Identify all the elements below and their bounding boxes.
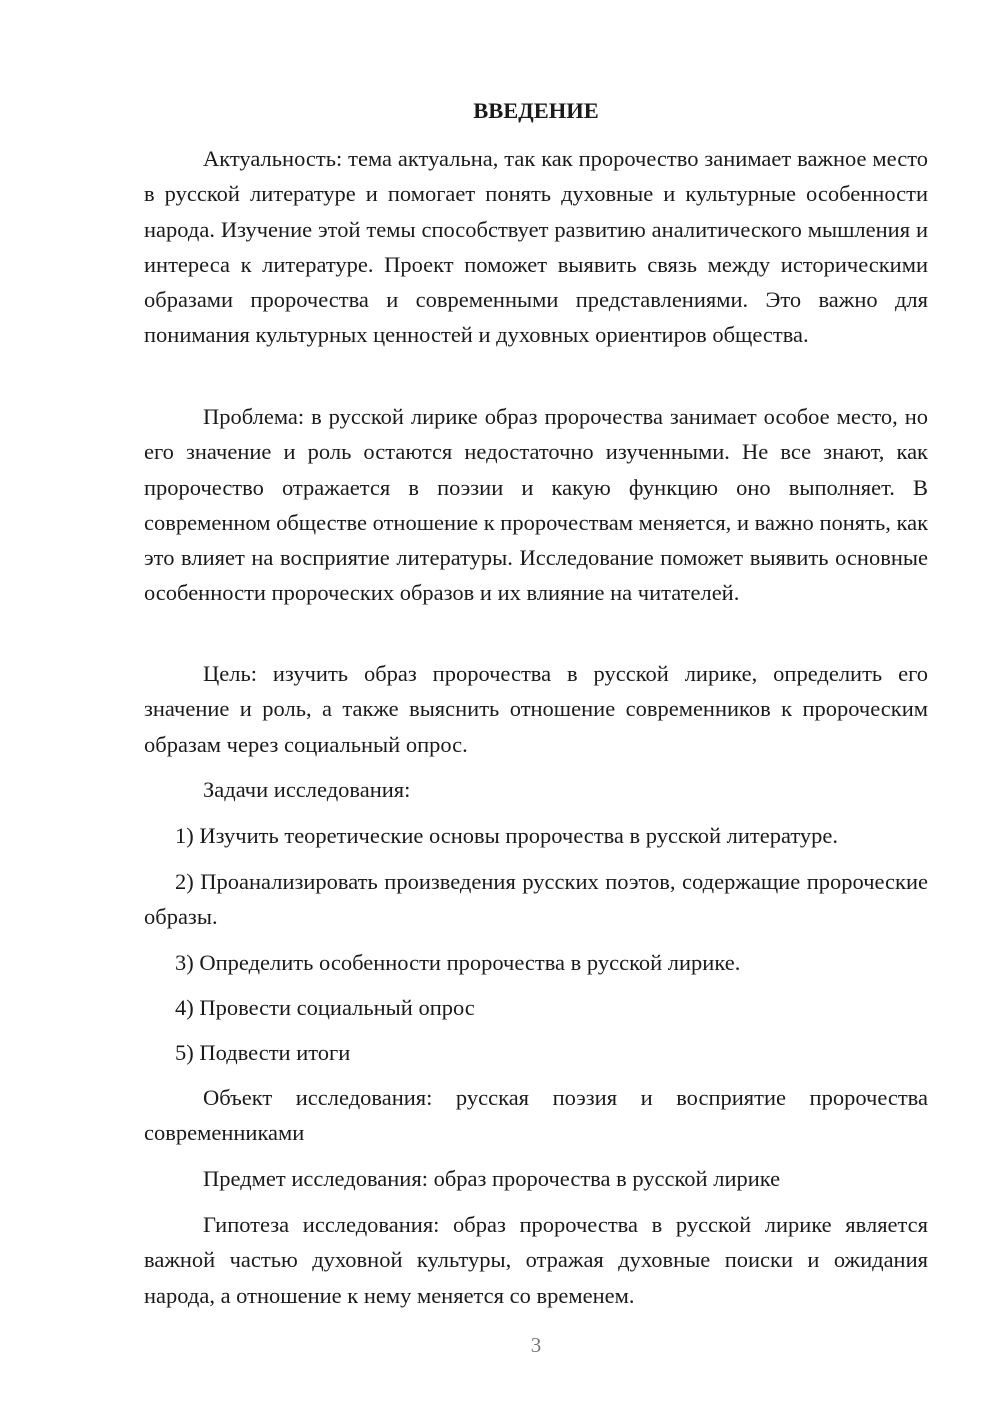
page-number: 3 (530, 1333, 542, 1357)
task-item-text: 5) Подвести итоги (175, 1040, 351, 1065)
hypothesis-text: Гипотеза исследования: образ пророчества в русской лирике является важной частью духовной культуры, отражая духовные поиски и ожидания народа, а отношение к нему меняется со временем. (144, 1212, 928, 1308)
subject-paragraph (144, 1161, 928, 1196)
relevance-paragraph (144, 141, 928, 353)
object-paragraph (144, 1080, 928, 1151)
task-item-text: 1) Изучить теоретические основы пророчества в русской литературе. (175, 823, 839, 848)
paragraph-problem-text: Проблема: в русской лирике образ пророчества занимает особое место, но его значение и роль остаются недостаточно изученными. Не все знают, как пророчество отражается в поэзии и какую функцию оно выполняет. В современном обществе отношение к пророчествам меняется, и важно понять, как это влияет на восприятие литературы. Исследование поможет выявить основные особенности пророческих образов и их влияние на читателей. (144, 404, 928, 606)
tasks-heading (144, 772, 928, 807)
paragraph-relevance-text: Актуальность: тема актуальна, так как пророчество занимает важное место в русской литературе и помогает понять духовные и культурные особенности народа. Изучение этой темы способствует развитию аналитического мышления и интереса к литературе. Проект поможет выявить связь между историческими образами пророчества и современными представлениями. Это важно для понимания культурных ценностей и духовных ориентиров общества. (144, 146, 928, 348)
problem-paragraph (144, 399, 928, 611)
goal-paragraph (144, 656, 928, 762)
paragraph-goal-text: Цель: изучить образ пророчества в русской лирике, определить его значение и роль, а также выяснить отношение современников к пророческим образам через социальный опрос. (144, 661, 928, 757)
task-item-2 (144, 864, 928, 935)
task-item-5 (144, 1035, 928, 1070)
hypothesis-paragraph (144, 1207, 928, 1313)
task-item-text: 4) Провести социальный опрос (175, 995, 475, 1020)
tasks-heading-text: Задачи исследования: (203, 777, 411, 802)
page-title: ВВЕДЕНИЕ (473, 98, 599, 123)
object-text: Объект исследования: русская поэзия и восприятие пророчества современниками (144, 1085, 928, 1146)
subject-text: Предмет исследования: образ пророчества в русской лирике (203, 1166, 781, 1191)
task-item-1 (144, 818, 928, 853)
task-item-text: 2) Проанализировать произведения русских поэтов, содержащие пророческие образы. (144, 869, 928, 930)
task-item-4 (144, 990, 928, 1025)
task-item-text: 3) Определить особенности пророчества в русской лирике. (175, 950, 741, 975)
task-item-3 (144, 945, 928, 980)
